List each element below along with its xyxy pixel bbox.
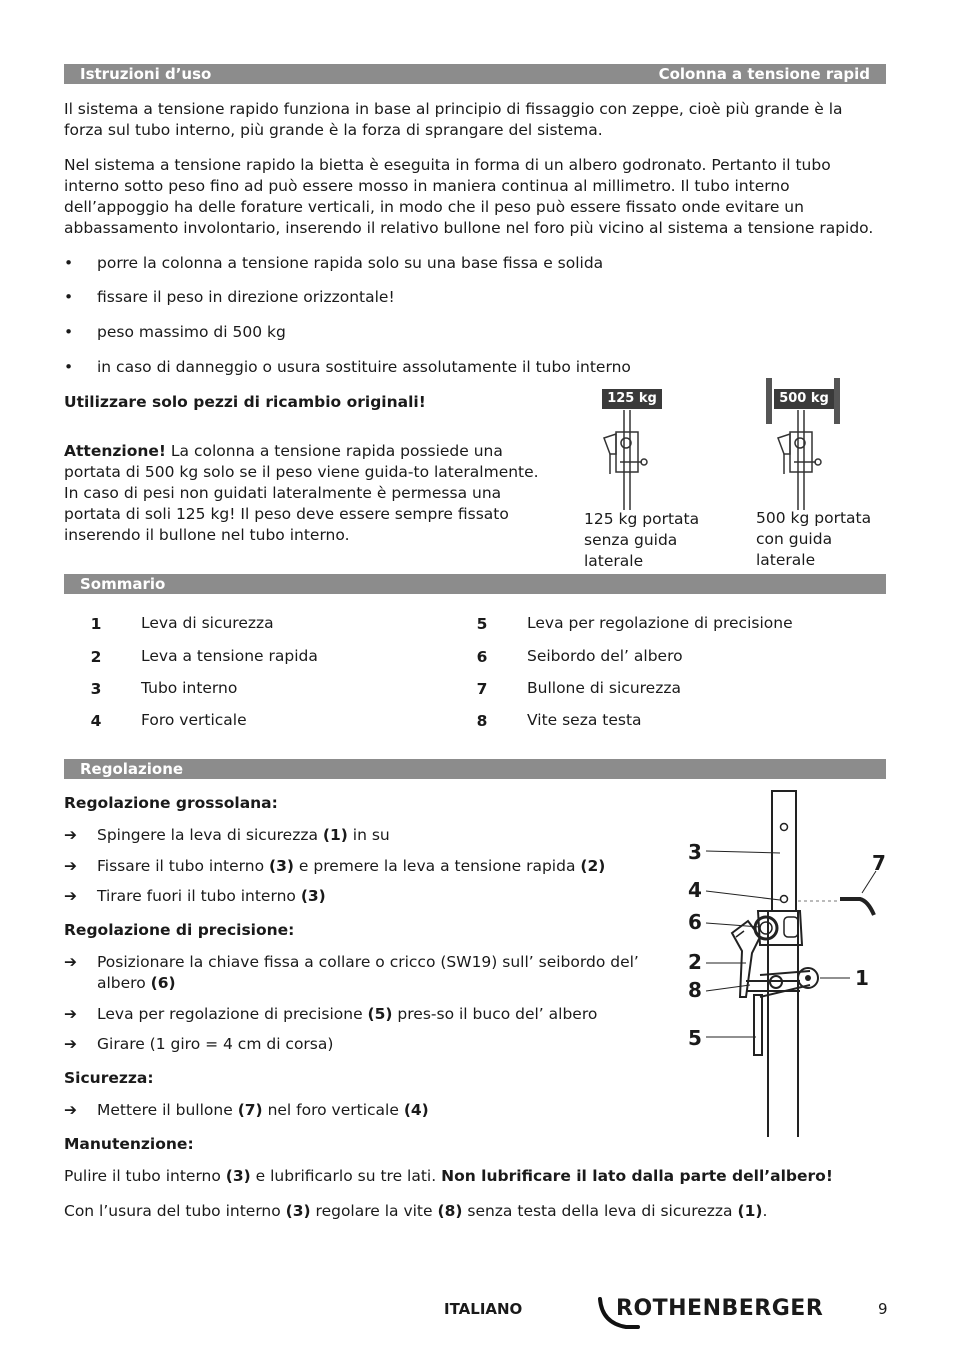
arrow-right-icon: ➔ [64, 857, 77, 875]
part-label: Vite seza testa [527, 711, 642, 729]
brand-logo-text: ROTHENBERGER [616, 1296, 824, 1321]
figure-label-5: 5 [688, 1026, 702, 1050]
column-illustration-125 [590, 410, 670, 510]
header-right: Colonna a tensione rapid [658, 65, 870, 83]
maintenance-paragraph-2: Con l’usura del tubo interno (3) regolare la vite (8) senza testa della leva di sicurezza (1). [64, 1202, 768, 1220]
arrow-right-icon: ➔ [64, 826, 77, 844]
load-badge-500: 500 kg [774, 389, 834, 409]
figure-label-1: 1 [855, 966, 869, 990]
arrow-right-icon: ➔ [64, 1035, 77, 1053]
subheading-fine: Regolazione di precisione: [64, 921, 295, 939]
part-number: 8 [476, 712, 488, 730]
bullet-symbol: • [64, 323, 74, 341]
arrow-right-icon: ➔ [64, 887, 77, 905]
part-number: 1 [90, 615, 102, 633]
bullet-symbol: • [64, 288, 74, 306]
arrow-right-icon: ➔ [64, 1005, 77, 1023]
part-number: 6 [476, 648, 488, 666]
arrow-right-icon: ➔ [64, 953, 77, 971]
part-number: 3 [90, 680, 102, 698]
footer-language: ITALIANO [444, 1300, 523, 1318]
part-label: Seibordo del’ albero [527, 647, 683, 665]
part-number: 5 [476, 615, 488, 633]
intro-paragraph-2: Nel sistema a tensione rapido la bietta è eseguita in forma di un albero godronato. Pertanto il tubo interno sotto peso fino ad può essere mosso in maniera continua al millimetro. Il tubo interno dell’appoggio ha delle forature verticali, in modo che il peso può essere fissato onde evitare un abbassamento involontario, inserendo il relativo bullone nel foro più vicino al sistema a tensione rapido. [64, 156, 874, 237]
part-label: Leva per regolazione di precisione [527, 614, 793, 632]
figure-label-3: 3 [688, 840, 702, 864]
arrow-right-icon: ➔ [64, 1101, 77, 1119]
figure-caption-125: 125 kg portata senza guida laterale [584, 510, 700, 570]
figure-label-8: 8 [688, 978, 702, 1002]
column-technical-drawing [680, 785, 890, 1140]
part-label: Leva di sicurezza [141, 614, 274, 632]
subheading-maintenance: Manutenzione: [64, 1135, 194, 1153]
load-badge-125: 125 kg [602, 389, 662, 409]
figure-label-2: 2 [688, 950, 702, 974]
header-left: Istruzioni d’uso [80, 65, 212, 83]
part-number: 7 [476, 680, 488, 698]
figure-label-6: 6 [688, 910, 702, 934]
page-number: 9 [878, 1300, 888, 1318]
column-illustration-500 [764, 410, 844, 510]
bullet-symbol: • [64, 358, 74, 376]
part-label: Bullone di sicurezza [527, 679, 681, 697]
section-title: Sommario [80, 575, 166, 593]
subheading-coarse: Regolazione grossolana: [64, 794, 278, 812]
maintenance-paragraph-1: Pulire il tubo interno (3) e lubrificarlo su tre lati. Non lubrificare il lato dalla parte dell’albero! [64, 1167, 833, 1185]
part-number: 4 [90, 712, 102, 730]
part-label: Tubo interno [141, 679, 238, 697]
part-number: 2 [90, 648, 102, 666]
subheading-safety: Sicurezza: [64, 1069, 154, 1087]
part-label: Leva a tensione rapida [141, 647, 318, 665]
attention-paragraph: Attenzione! La colonna a tensione rapida possiede una portata di 500 kg solo se il peso viene guida-to lateralmente. In caso di pesi non guidati lateralmente è permessa una portata di soli 125 kg! Il peso deve essere sempre fissato inserendo il bullone nel tubo interno. [64, 442, 539, 544]
figure-label-7: 7 [872, 851, 886, 875]
figure-caption-500: 500 kg portata con guida laterale [756, 509, 872, 569]
part-label: Foro verticale [141, 711, 247, 729]
spare-parts-note: Utilizzare solo pezzi di ricambio originali! [64, 393, 426, 411]
section-bar-regolazione [64, 759, 886, 779]
figure-label-4: 4 [688, 878, 702, 902]
intro-paragraph-1: Il sistema a tensione rapido funziona in base al principio di fissaggio con zeppe, cioè più grande è la forza sul tubo interno, più grande è la forza di sprangare del sistema. [64, 100, 843, 139]
header-bar [64, 64, 886, 84]
section-title: Regolazione [80, 760, 184, 778]
bullet-symbol: • [64, 254, 74, 272]
section-bar-sommario [64, 574, 886, 594]
